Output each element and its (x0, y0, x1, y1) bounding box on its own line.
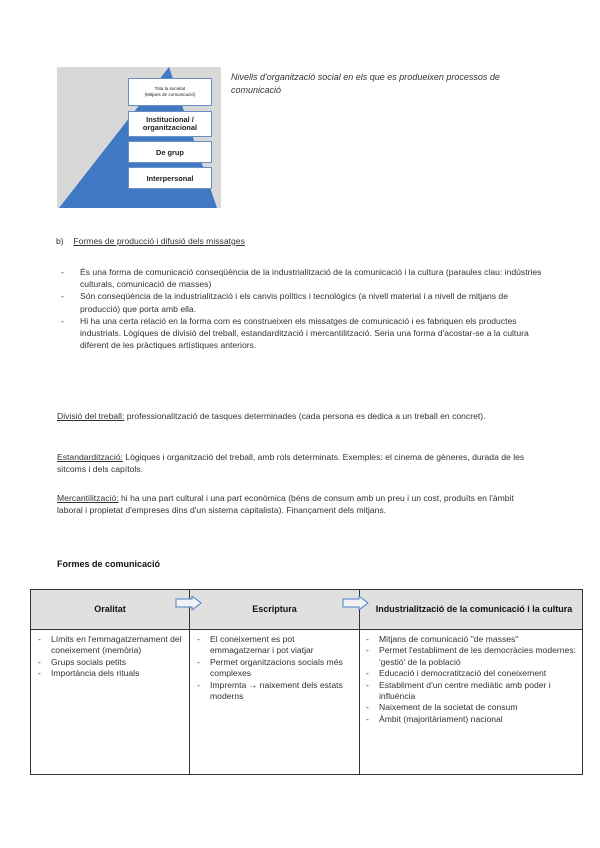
header-industrialization: Industrialització de la comunicació i la cultura (375, 604, 573, 615)
list-item: - Permet organitzacions socials més complexes (196, 657, 354, 680)
section-heading: Formes de comunicació (57, 559, 161, 569)
bullet-item: - Són conseqüència de la industrialització i els canvis polítics i tecnològics (a nivell material i a nivell de mitjans de producció) que porta amb ella. (57, 290, 547, 314)
tier-interpersonal (128, 167, 212, 189)
list-item: - El coneixement es pot emmagatzemar i pot viatjar (196, 634, 354, 657)
tier-society (128, 78, 212, 106)
cell-orality (37, 634, 183, 680)
bullet-item: - És una forma de comunicació conseqüència de la industrialització de la comunicació i la cultura (paraules clau: indústries culturals, comunicació de masses) (57, 266, 547, 290)
tier-group-line1: De grup (156, 147, 184, 157)
list-item: - Impremta → naixement dels estats moderns (196, 680, 354, 703)
list-item: - Educació i democratització del coneixement (365, 668, 577, 679)
header-orality: Oralitat (94, 604, 126, 615)
tier-interpersonal-line1: Interpersonal (146, 173, 194, 183)
list-item: - Importància dels rituals (37, 668, 183, 679)
pyramid-figure (57, 67, 221, 208)
list-item: - Límits en l'emmagatzemament del coneixement (memòria) (37, 634, 183, 657)
tier-institutional-line1: Institucional / (146, 114, 194, 124)
list-item: - Naixement de la societat de consum (365, 702, 577, 713)
tier-institutional (128, 111, 212, 137)
arrow-right-icon (175, 596, 203, 610)
bullet-list (57, 266, 547, 351)
list-item: - Àmbit (majoritàriament) nacional (365, 714, 577, 725)
definition-text: Lògiques i organització del treball, amb rols determinats. Exemples: el cinema de gèneres, durada de les sitcoms i dels capítols. (57, 452, 525, 475)
section-b-heading (56, 235, 245, 247)
figure-caption: Nivells d'organització social en els que es produeixen processos de comunicació (231, 72, 500, 95)
definition-standardization (57, 451, 542, 475)
definition-text: hi ha una part cultural i una part econòmica (béns de consum amb un preu i un cost, produïts en l'àmbit laboral i propietat d'empreses dins d'un sistema capitalista). Finançament dels mitjans. (57, 493, 514, 516)
definition-commodification (57, 492, 542, 516)
arrow-right-icon (342, 596, 370, 610)
bullet-item: - Hi ha una certa relació en la forma com es construeixen els missatges de comunicació i es fabriquen els productes industrials. Lògiques de divisió del treball, estandardització i mercantilització. Seria una forma d'acostar-se a la cultura diferent de les pràctiques artístiques anteriors. (57, 315, 547, 352)
list-item: - Mitjans de comunicació "de masses" (365, 634, 577, 645)
definition-division (57, 410, 542, 422)
definition-term: Mercantilització: (57, 493, 119, 503)
tier-society-line2: (Mitjans de comunicació) (144, 92, 196, 97)
cell-writing (196, 634, 354, 702)
communication-table (30, 589, 583, 775)
list-item: - Grups socials petits (37, 657, 183, 668)
column-divider (359, 590, 360, 774)
tier-society-line1: Tota la societat (154, 86, 186, 91)
list-item: - Establiment d'un centre mediàtic amb poder i influència (365, 680, 577, 703)
section-b-label: b) (56, 236, 64, 246)
tier-group (128, 141, 212, 163)
tier-institutional-line2: organitzacional (142, 123, 198, 132)
section-b-title: Formes de producció i difusió dels missatges (73, 236, 245, 246)
definition-text: professionalització de tasques determinades (cada persona es dedica a un treball en concret). (124, 411, 486, 421)
header-writing: Escriptura (252, 604, 297, 615)
definition-term: Estandardització: (57, 452, 123, 462)
list-item: - Permet l'establiment de les democràcies modernes: 'gestió' de la població (365, 645, 577, 668)
definition-term: Divisió del treball: (57, 411, 125, 421)
cell-industrialization (365, 634, 577, 725)
